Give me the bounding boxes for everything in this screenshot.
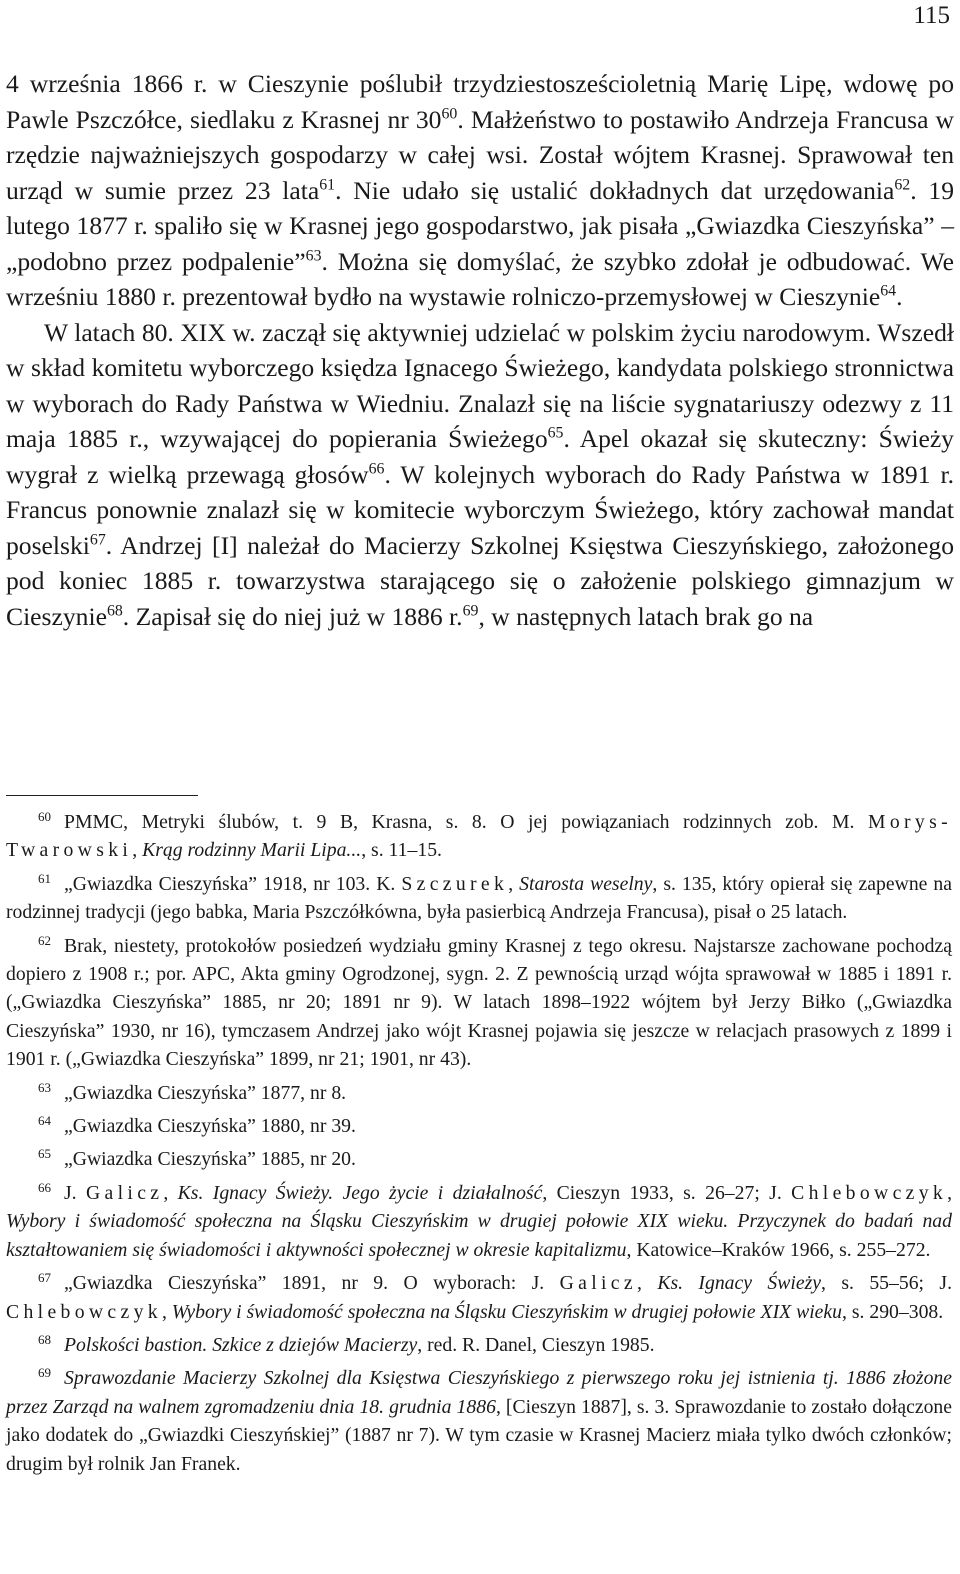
text-run: . Apel okazał się skuteczny: Świeży wygrał z wielką przewagą głosów <box>6 424 954 489</box>
work-title: Wybory i świadomość społeczna na Śląsku Cieszyńskim w drugiej połowie XIX wieku. Przyczynek do badań nad kształtowaniem się świadomości i aktywności społecznej w okresie kapitalizmu <box>6 1210 952 1261</box>
text-run: „Gwiazdka Cieszyńska” 1880, nr 39. <box>64 1115 356 1138</box>
footnote-ref-68[interactable]: 68 <box>106 601 123 619</box>
author-name: Galicz <box>559 1272 637 1295</box>
footnote-number: 60 <box>38 809 51 824</box>
footnote-65 <box>6 1140 952 1173</box>
text-run: , <box>161 1300 172 1323</box>
footnote-number: 69 <box>38 1365 51 1381</box>
footnote-number: 62 <box>38 932 51 948</box>
footnote-64 <box>6 1107 952 1140</box>
text-run: . Można się domyślać, że szybko zdołał je odbudować. We wrześniu 1880 r. prezentował bydło na wystawie rolniczo-przemysłowej w Cieszynie <box>6 246 955 311</box>
text-run: , <box>947 1181 952 1204</box>
footnote-ref-67[interactable]: 67 <box>89 530 106 548</box>
text-run: , <box>163 1181 178 1204</box>
footnotes <box>6 803 952 1478</box>
text-run: , Katowice–Kraków 1966, s. 255–272. <box>626 1238 931 1261</box>
footnote-ref-61[interactable]: 61 <box>319 175 336 193</box>
footnote-number: 61 <box>38 870 51 886</box>
text-run: , s. 290–308. <box>842 1300 944 1323</box>
footnote-62 <box>6 927 952 1074</box>
text-run: J. <box>64 1181 86 1204</box>
footnote-68 <box>6 1326 952 1359</box>
author-name: Morys-Twarowski <box>6 811 952 862</box>
footnote-63 <box>6 1074 952 1107</box>
footnote-ref-64[interactable]: 64 <box>880 282 897 300</box>
page-number: 115 <box>913 2 950 29</box>
work-title: Polskości bastion. Szkice z dziejów Macierzy <box>64 1333 418 1356</box>
text-run: „Gwiazdka Cieszyńska” 1918, nr 103. K. <box>64 872 402 895</box>
paragraph-2 <box>6 315 954 635</box>
work-title: Krąg rodzinny Marii Lipa... <box>142 839 362 862</box>
footnote-60 <box>6 803 952 865</box>
author-name: Chlebowczyk <box>791 1181 948 1204</box>
work-title: Starosta weselny <box>519 872 653 895</box>
paragraph-1 <box>6 66 954 315</box>
footnote-ref-69[interactable]: 69 <box>462 601 479 619</box>
text-run: , Cieszyn 1933, s. 26–27; J. <box>542 1181 792 1204</box>
work-title: Wybory i świadomość społeczna na Śląsku Cieszyńskim w drugiej połowie XIX wieku <box>171 1300 843 1323</box>
text-run: , w następnych latach brak go na <box>478 601 814 631</box>
footnote-ref-63[interactable]: 63 <box>305 246 322 264</box>
footnote-ref-60[interactable]: 60 <box>441 104 458 122</box>
text-run: , [Cieszyn 1887], s. 3. Sprawozdanie to zostało dołączone jako dodatek do „Gwiazdki Cieszyńskiej” (1887 nr 7). W tym czasie w Krasnej Macierz miała tylko dwóch członków; drugim był rolnik Jan Franek. <box>6 1395 952 1475</box>
footnote-ref-62[interactable]: 62 <box>894 175 911 193</box>
work-title: Ks. Ignacy Świeży <box>657 1272 821 1295</box>
footnote-61 <box>6 865 952 927</box>
work-title: Sprawozdanie Macierzy Szkolnej dla Księstwa Cieszyńskiego z pierwszego roku jej istnienia tj. 1886 złożone przez Zarząd na walnem zgromadzeniu dnia 18. grudnia 1886 <box>6 1367 952 1418</box>
text-run: . Nie udało się ustalić dokładnych dat urzędowania <box>335 175 895 205</box>
text-run: , red. R. Danel, Cieszyn 1985. <box>417 1333 655 1356</box>
text-run: . W kolejnych wyborach do Rady Państwa w 1891 r. Francus ponownie znalazł się w komitecie wyborczym Świeżego, który zachował mandat poselski <box>6 459 955 560</box>
footnote-number: 64 <box>38 1113 51 1129</box>
text-run: W latach 80. XIX w. zaczął się aktywniej udzielać w polskim życiu narodowym. Wszedł w skład komitetu wyborczego księdza Ignacego Świeżego, kandydata polskiego stronnictwa w wyborach do Rady Państwa w Wiedniu. Znalazł się na liście sygnatariuszy odezwy z 11 maja 1885 r., wzywającej do popierania Świeżego <box>6 317 954 453</box>
text-run: , s. 11–15. <box>361 839 442 862</box>
footnote-67 <box>6 1264 952 1326</box>
footnote-ref-66[interactable]: 66 <box>368 459 385 477</box>
text-run: , <box>636 1272 658 1295</box>
footnote-number: 63 <box>38 1079 51 1095</box>
text-run: . 19 lutego 1877 r. spaliło się w Krasnej jego gospodarstwo, jak pisała „Gwiazdka Cieszyńska” – „podobno przez podpalenie” <box>6 175 954 276</box>
text-run: . Andrzej [I] należał do Macierzy Szkolnej Księstwa Cieszyńskiego, założonego pod koniec 1885 r. towarzystwa starającego się o założenie polskiego gimnazjum w Cieszynie <box>6 530 954 631</box>
text-run: . <box>896 282 903 311</box>
text-run: , <box>132 839 143 862</box>
text-run: Brak, niestety, protokołów posiedzeń wydziału gminy Krasnej z tego okresu. Najstarsze zachowane pochodzą dopiero z 1908 r.; por. APC, Akta gminy Ogrodzonej, sygn. 2. Z pewnością urząd wójta sprawował w 1885 i 1891 r. („Gwiazdka Cieszyńska” 1885, nr 20; 1891 nr 9). W latach 1898–1922 wójtem był Jerzy Biłko („Gwiazdka Cieszyńska” 1930, nr 16), tymczasem Andrzej jako wójt Krasnej pojawia się jeszcze w relacjach prasowych z 1899 i 1901 r. („Gwiazdka Cieszyńska” 1899, nr 21; 1901, nr 43). <box>6 934 952 1071</box>
text-run: . Małżeństwo to postawiło Andrzeja Francusa w rzędzie najważniejszych gospodarzy w całej wsi. Został wójtem Krasnej. Sprawował ten urząd w sumie przez 23 lata <box>6 104 954 205</box>
text-run: „Gwiazdka Cieszyńska” 1877, nr 8. <box>64 1081 347 1104</box>
text-run: , <box>508 872 520 895</box>
footnote-number: 66 <box>38 1179 51 1195</box>
author-name: Szczurek <box>401 872 509 895</box>
author-name: Galicz <box>85 1181 164 1204</box>
main-text <box>6 66 954 634</box>
text-run: , s. 55–56; J. <box>821 1272 952 1295</box>
text-run: 4 września 1866 r. w Cieszynie poślubił trzydziestosześcioletnią Marię Lipę, wdowę po Pawle Pszczółce, siedlaku z Krasnej nr 30 <box>6 69 954 134</box>
footnote-separator <box>6 795 198 796</box>
text-run: PMMC, Metryki ślubów, t. 9 B, Krasna, s. 8. O jej powiązaniach rodzinnych zob. M. <box>64 811 869 833</box>
work-title: Ks. Ignacy Świeży. Jego życie i działalność <box>177 1181 543 1204</box>
text-run: „Gwiazdka Cieszyńska” 1885, nr 20. <box>64 1148 356 1171</box>
text-run: , s. 135, który opierał się zapewne na rodzinnej tradycji (jego babka, Maria Pszczółkówna, była pasierbicą Andrzeja Francusa), pisał o 25 latach. <box>6 872 952 924</box>
footnote-number: 68 <box>38 1331 51 1347</box>
author-name: Chlebowczyk <box>6 1300 162 1323</box>
footnote-number: 65 <box>38 1146 51 1162</box>
text-run: . Zapisał się do niej już w 1886 r. <box>122 601 463 631</box>
footnote-66 <box>6 1174 952 1264</box>
footnote-number: 67 <box>38 1270 51 1286</box>
text-run: „Gwiazdka Cieszyńska” 1891, nr 9. O wyborach: J. <box>64 1272 560 1295</box>
footnote-69 <box>6 1359 952 1478</box>
footnote-ref-65[interactable]: 65 <box>547 424 564 442</box>
